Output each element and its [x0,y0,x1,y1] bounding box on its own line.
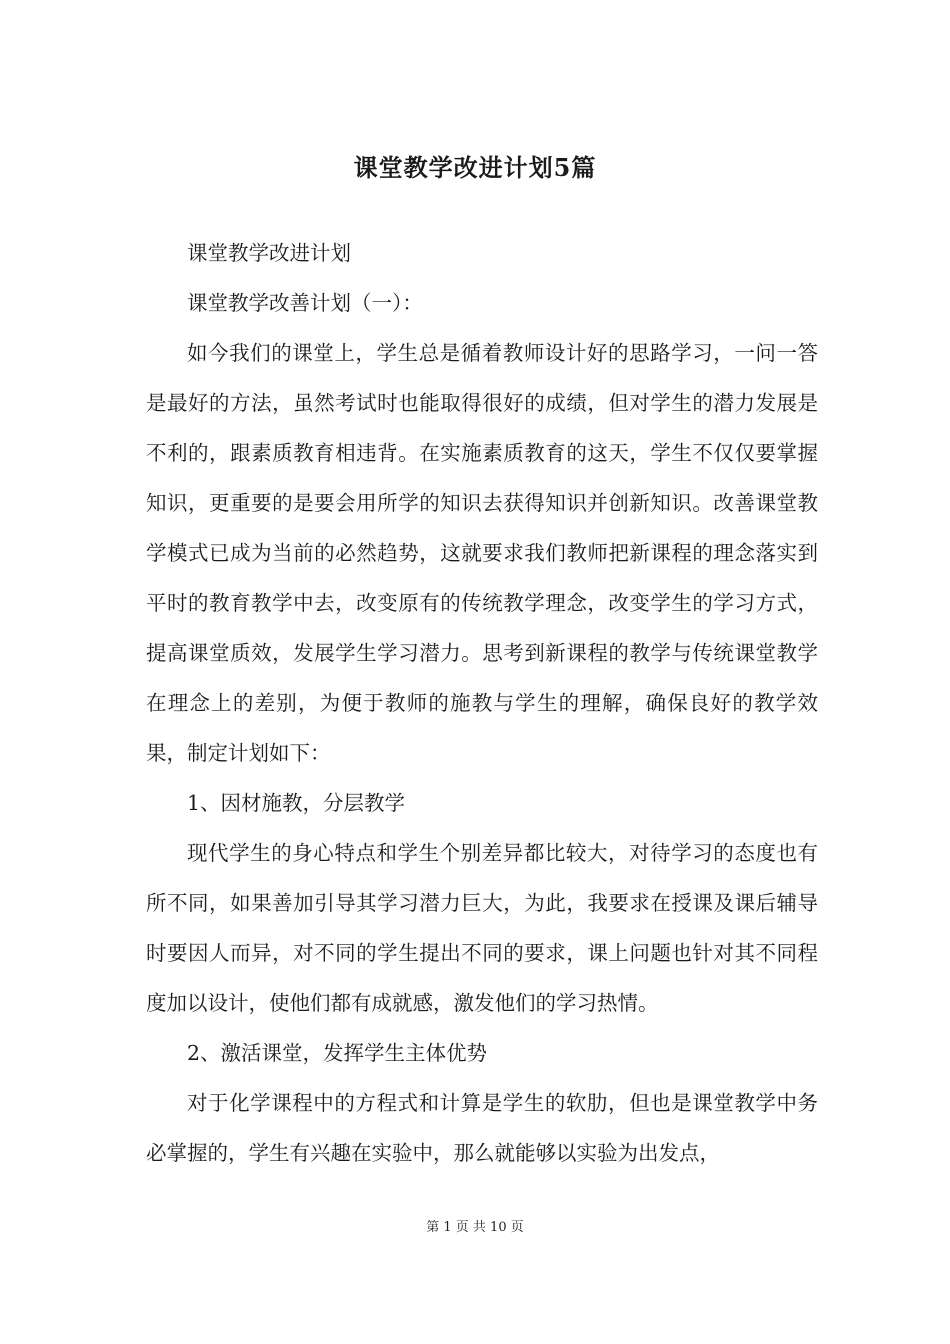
paragraph-section-2-body: 对于化学课程中的方程式和计算是学生的软肋，但也是课堂教学中务必掌握的，学生有兴趣在实验中，那么就能够以实验为出发点， [146,1091,818,1165]
paragraph-section-1-body: 现代学生的身心特点和学生个别差异都比较大，对待学习的态度也有所不同，如果善加引导其学习潜力巨大，为此，我要求在授课及课后辅导时要因人而异，对不同的学生提出不同的要求，课上问题也针对其不同程度加以设计，使他们都有成就感，激发他们的学习热情。 [146,841,818,1015]
document-title: 课堂教学改进计划5篇 [353,153,597,182]
paragraph-intro: 如今我们的课堂上，学生总是循着教师设计好的思路学习，一问一答是最好的方法，虽然考试时也能取得很好的成绩，但对学生的潜力发展是不利的，跟素质教育相违背。在实施素质教育的这天，学生不仅仅要掌握知识，更重要的是要会用所学的知识去获得知识并创新知识。改善课堂教学模式已成为当前的必然趋势，这就要求我们教师把新课程的理念落实到平时的教育教学中去，改变原有的传统教学理念，改变学生的学习方式，提高课堂质效，发展学生学习潜力。思考到新课程的教学与传统课堂教学在理念上的差别，为便于教师的施教与学生的理解，确保良好的教学效果，制定计划如下： [146,341,818,765]
page-number-footer: 第 1 页 共 10 页 [426,1220,524,1235]
paragraph-heading: 课堂教学改进计划 [187,241,351,265]
document-body [146,228,818,1178]
paragraph-section-2-heading: 2、激活课堂，发挥学生主体优势 [187,1041,488,1065]
paragraph-subheading: 课堂教学改善计划（一）： [187,291,423,315]
paragraph-section-1-heading: 1、因材施教，分层教学 [187,791,406,815]
